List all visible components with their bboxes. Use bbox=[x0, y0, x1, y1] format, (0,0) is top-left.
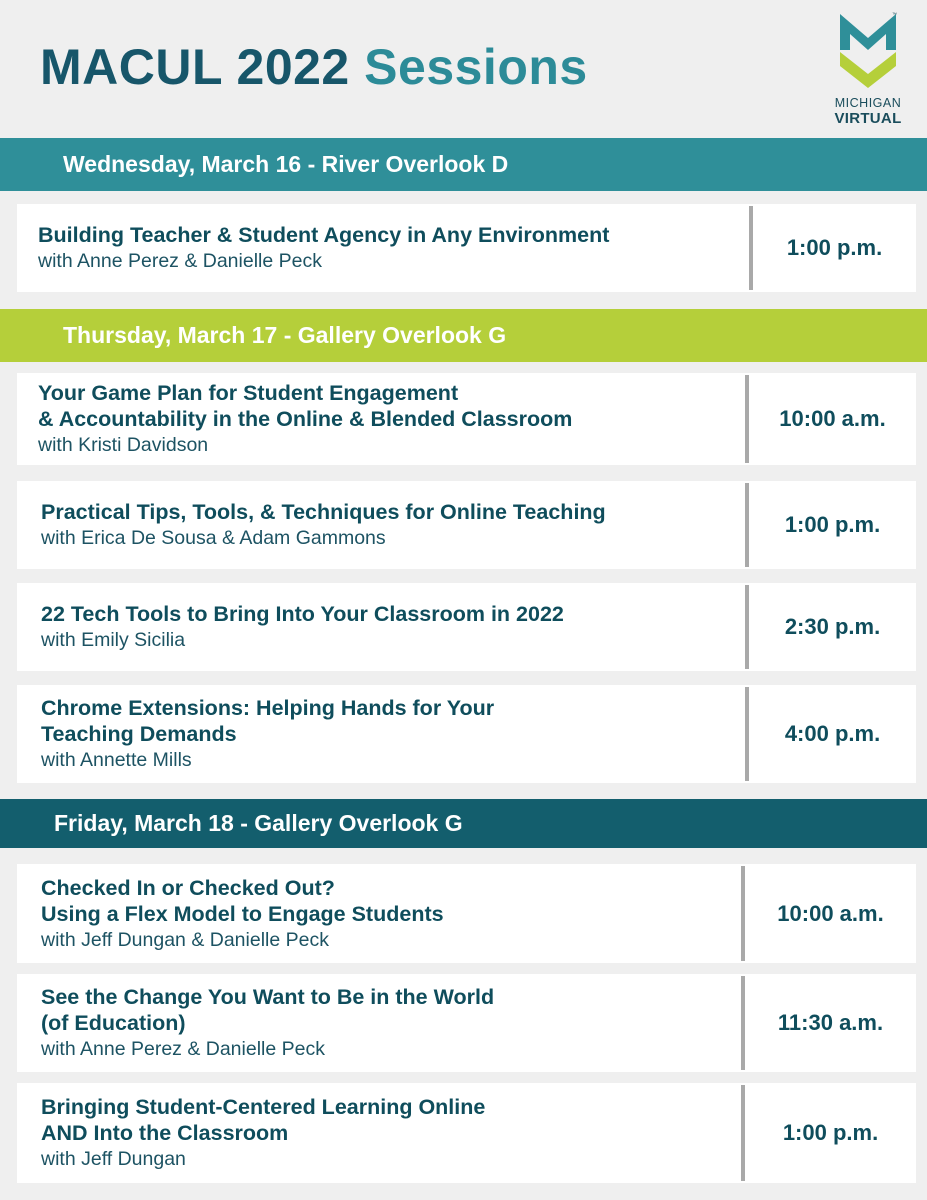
session-card bbox=[17, 685, 916, 783]
session-card bbox=[17, 481, 916, 569]
session-presenter: with Anne Perez & Danielle Peck bbox=[41, 1038, 325, 1060]
day-bar-thursday bbox=[0, 309, 927, 362]
title-sessions: Sessions bbox=[364, 39, 588, 95]
day-label: Thursday, March 17 - Gallery Overlook G bbox=[63, 322, 507, 348]
logo-mark-icon bbox=[838, 12, 898, 92]
session-time: 1:00 p.m. bbox=[786, 235, 883, 260]
session-title: Bringing Student-Centered Learning Online AND Into the Classroom bbox=[41, 1095, 486, 1145]
logo-tm: ™ bbox=[892, 12, 897, 18]
session-card bbox=[17, 1083, 916, 1183]
session-card bbox=[17, 974, 916, 1072]
session-title: Your Game Plan for Student Engagement & Accountability in the Online & Blended Classroom bbox=[38, 381, 573, 431]
session-title: Building Teacher & Student Agency in Any Environment bbox=[38, 223, 610, 247]
session-presenter: with Anne Perez & Danielle Peck bbox=[38, 250, 322, 272]
session-time: 10:00 a.m. bbox=[777, 900, 884, 926]
session-presenter: with Emily Sicilia bbox=[41, 629, 186, 651]
session-title: Checked In or Checked Out? Using a Flex Model to Engage Students bbox=[41, 875, 444, 926]
page-title bbox=[40, 38, 588, 96]
session-title: Chrome Extensions: Helping Hands for Your Teaching Demands bbox=[41, 696, 495, 746]
day-label: Friday, March 18 - Gallery Overlook G bbox=[54, 810, 463, 836]
session-card bbox=[17, 204, 916, 292]
session-card bbox=[17, 583, 916, 671]
session-presenter: with Annette Mills bbox=[41, 749, 192, 771]
session-time: 11:30 a.m. bbox=[777, 1010, 884, 1035]
session-card bbox=[17, 864, 916, 963]
session-time: 1:00 p.m. bbox=[784, 512, 881, 537]
session-presenter: with Jeff Dungan bbox=[41, 1148, 186, 1170]
session-time: 4:00 p.m. bbox=[784, 721, 881, 746]
session-presenter: with Erica De Sousa & Adam Gammons bbox=[41, 527, 386, 549]
title-event: MACUL 2022 bbox=[40, 39, 350, 95]
session-presenter: with Kristi Davidson bbox=[38, 434, 209, 456]
session-card bbox=[17, 373, 916, 465]
logo-line1: MICHIGAN bbox=[834, 96, 902, 110]
session-time: 10:00 a.m. bbox=[779, 406, 886, 431]
session-time: 1:00 p.m. bbox=[782, 1120, 879, 1145]
day-label: Wednesday, March 16 - River Overlook D bbox=[63, 151, 509, 177]
logo-line2: VIRTUAL bbox=[834, 110, 902, 127]
day-bar-friday bbox=[0, 799, 927, 848]
session-title: 22 Tech Tools to Bring Into Your Classroom in 2022 bbox=[41, 602, 564, 626]
session-title: Practical Tips, Tools, & Techniques for Online Teaching bbox=[41, 500, 606, 524]
session-time: 2:30 p.m. bbox=[784, 614, 881, 639]
day-bar-wednesday bbox=[0, 138, 927, 191]
michigan-virtual-logo bbox=[822, 12, 914, 127]
session-presenter: with Jeff Dungan & Danielle Peck bbox=[41, 928, 329, 951]
session-title: See the Change You Want to Be in the World (of Education) bbox=[41, 985, 495, 1035]
